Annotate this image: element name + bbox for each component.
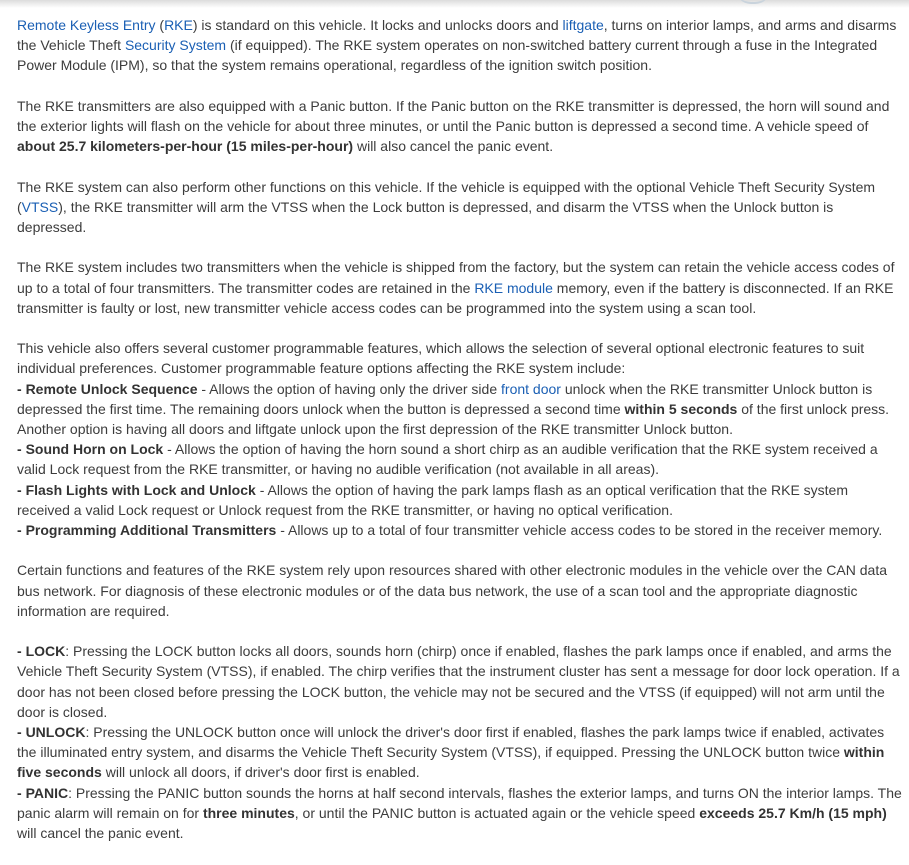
text: ), the RKE transmitter will arm the VTSS when the Lock button is depressed, and disarm the VTSS when the Unlock button is depressed. [17, 198, 834, 235]
dash: - [17, 380, 26, 397]
paragraph-panic-button [17, 96, 903, 157]
text: Certain functions and features of the RKE system rely upon resources shared with other electronic modules in the vehicle over the CAN data bus network. For diagnosis of these electronic modules or of the data bus network, the use of a scan tool and the appropriate diagnostic information are required. [17, 562, 888, 619]
text: - Allows up to a total of four transmitter vehicle access codes to be stored in the receiver memory. [276, 522, 883, 539]
text: : Pressing the LOCK button locks all doors, sounds horn (chirp) once if enabled, flashes the park lamps once if enabled, and arms the Vehicle Theft Security System (VTSS), if enabled. The chirp verifies that the instrument cluster has sent a message for door lock operation. If a door has not been closed before pressing the LOCK button, the vehicle may not be secured and the VTSS (if equipped) will not arm until the door is closed. [17, 643, 900, 720]
top-shadow [0, 0, 909, 8]
text: unlock when the RKE transmitter Unlock button is depressed the first time. The remaining doors unlock when the button is depressed a second time [17, 380, 873, 417]
dash: - [17, 522, 26, 539]
text: - Allows the option of having the park lamps flash as an optical verification that the RKE system received a valid Lock request or Unlock request from the RKE transmitter, or having no optical verification. [17, 481, 849, 518]
function-title: LOCK [25, 643, 66, 660]
link-vtss[interactable]: VTSS [21, 198, 59, 215]
paragraph-rke-intro [17, 15, 903, 76]
function-item-lock [17, 641, 903, 722]
feature-item-programming-transmitters [17, 520, 903, 540]
function-title: UNLOCK [25, 724, 86, 741]
text: ) is standard on this vehicle. It locks and unlocks doors and [192, 17, 563, 33]
link-liftgate[interactable]: liftgate [562, 17, 604, 33]
paragraph-button-functions [17, 641, 903, 843]
link-remote-keyless-entry[interactable]: Remote Keyless Entry [17, 17, 156, 33]
feature-title: Programming Additional Transmitters [25, 522, 277, 539]
link-front-door[interactable]: front door [501, 380, 561, 397]
feature-title: Remote Unlock Sequence [25, 380, 198, 397]
function-item-unlock [17, 722, 903, 783]
paragraph-transmitters [17, 257, 903, 318]
link-rke[interactable]: RKE [164, 17, 193, 33]
paragraph-vtss [17, 177, 903, 238]
feature-title: Flash Lights with Lock and Unlock [25, 481, 256, 498]
text: , or until the PANIC button is actuated again or the vehicle speed [294, 804, 700, 821]
dash: - [17, 481, 26, 498]
text: The RKE transmitters are also equipped with a Panic button. If the Panic button on the RKE transmitter is depressed, the horn will sound and the exterior lights will flash on the vehicle for about three minutes, or until the Panic button is depressed a second time. A vehicle speed of [17, 97, 890, 134]
dash: - [17, 441, 26, 458]
feature-item-sound-horn [17, 439, 903, 479]
text: : Pressing the PANIC button sounds the horns at half second intervals, flashes the exterior lamps, and turns ON the interior lamps. The panic alarm will remain on for [17, 784, 902, 821]
function-title: PANIC [25, 784, 69, 801]
function-item-panic [17, 783, 903, 844]
bold-speed-limit: exceeds 25.7 Km/h (15 mph) [699, 804, 887, 821]
bold-three-minutes: three minutes [202, 804, 295, 821]
text: (if equipped). The RKE system operates on non-switched battery current through a fuse in the Integrated Power Module (IPM), so that the system remains operational, regardless of the ignition switch position. [17, 37, 878, 74]
features-intro: This vehicle also offers several customer programmable features, which allows the selection of several optional electronic features to suit individual preferences. Customer programmable feature options affecting the RKE system include: [17, 340, 865, 377]
feature-item-flash-lights [17, 480, 903, 520]
bold-within-5-seconds: within 5 seconds [624, 400, 738, 417]
text: ( [155, 17, 165, 33]
paragraph-programmable-features [17, 338, 903, 540]
feature-item-remote-unlock [17, 379, 903, 440]
text: The RKE system can also perform other functions on this vehicle. If the vehicle is equipped with the optional Vehicle Theft Security System ( [17, 178, 876, 215]
link-rke-module[interactable]: RKE module [474, 279, 553, 296]
text: - Allows the option of having the horn sound a short chirp as an audible verification that the RKE system received a valid Lock request from the RKE transmitter, or having no audible verification (not available in all areas). [17, 441, 878, 478]
text: - Allows the option of having only the driver side [197, 380, 502, 397]
text: will unlock all doors, if driver's door first is enabled. [101, 764, 420, 781]
dash: - [17, 784, 26, 801]
article-body [17, 15, 903, 863]
text: The RKE system includes two transmitters when the vehicle is shipped from the factory, but the system can retain the vehicle access codes of up to a total of four transmitters. The transmitter codes are retained in the [17, 259, 895, 296]
bold-within-five-seconds: within five seconds [17, 744, 885, 781]
text: : Pressing the UNLOCK button once will unlock the driver's door first if enabled, flashes the park lamps twice if enabled, activates the illuminated entry system, and disarms the Vehicle Theft Security System (VTSS), if equipped. Pressing the UNLOCK button twice [17, 724, 885, 761]
text: will also cancel the panic event. [353, 138, 554, 155]
text: will cancel the panic event. [17, 825, 184, 842]
paragraph-can-bus [17, 560, 903, 621]
link-security-system[interactable]: Security System [124, 37, 227, 54]
feature-title: Sound Horn on Lock [25, 441, 164, 458]
text: of the first unlock press. Another option is having all doors and liftgate unlock upon the first depression of the RKE transmitter Unlock button. [17, 400, 890, 437]
bold-speed: about 25.7 kilometers-per-hour (15 miles-per-hour) [17, 138, 354, 155]
dash: - [17, 643, 26, 660]
text: , turns on interior lamps, and arms and disarms the Vehicle Theft [17, 17, 897, 54]
dash: - [17, 724, 26, 741]
text: memory, even if the battery is disconnected. If an RKE transmitter is faulty or lost, new transmitter vehicle access codes can be programmed into the system using a scan tool. [17, 279, 894, 316]
